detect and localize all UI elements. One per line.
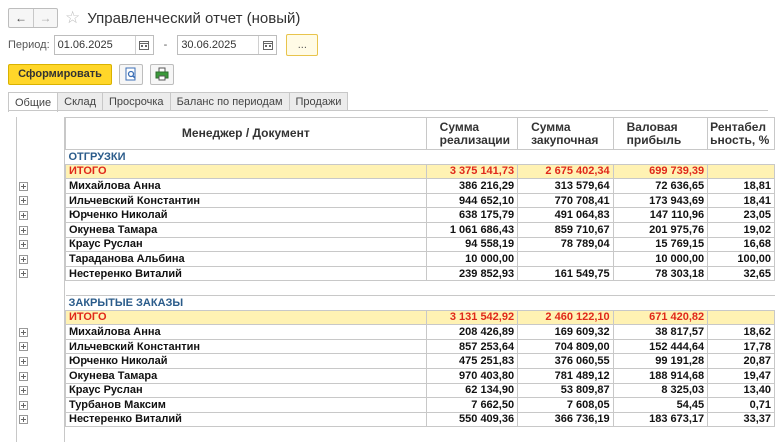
- cell-name: Краус Руслан: [66, 237, 427, 252]
- period-to-calendar-button[interactable]: [258, 36, 276, 54]
- cell-profitability: [708, 310, 775, 325]
- cell-purchase: 859 710,67: [518, 222, 614, 237]
- cell-profit: 699 739,39: [613, 164, 708, 179]
- section-header-row: [66, 295, 775, 310]
- column-header-line: ьность, %: [710, 132, 770, 147]
- cell-profit: 173 943,69: [613, 193, 708, 208]
- table-row[interactable]: [66, 237, 775, 252]
- plus-square-icon[interactable]: [19, 401, 28, 410]
- column-header-line: прибыль: [626, 132, 682, 147]
- table-row[interactable]: [66, 208, 775, 223]
- table-row[interactable]: [66, 179, 775, 194]
- cell-name: Краус Руслан: [66, 383, 427, 398]
- calendar-icon: [139, 40, 149, 50]
- table-row[interactable]: [66, 266, 775, 281]
- plus-square-icon[interactable]: [19, 211, 28, 220]
- period-to-input[interactable]: [178, 36, 258, 54]
- cell-sales: 208 426,89: [426, 325, 517, 340]
- generate-report-button[interactable]: Сформировать: [8, 64, 112, 85]
- cell-sales: 970 403,80: [426, 368, 517, 383]
- cell-sales: 386 216,29: [426, 179, 517, 194]
- cell-profit: 8 325,03: [613, 383, 708, 398]
- plus-square-icon[interactable]: [19, 372, 28, 381]
- cell-profitability: 0,71: [708, 398, 775, 413]
- cell-purchase: 366 736,19: [518, 412, 614, 427]
- cell-profit: 188 914,68: [613, 368, 708, 383]
- cell-profit: 201 975,76: [613, 222, 708, 237]
- section-header-row: [66, 150, 775, 165]
- cell-name: Михайлова Анна: [66, 179, 427, 194]
- column-header-line: реализации: [439, 132, 510, 147]
- cell-profitability: 20,87: [708, 354, 775, 369]
- column-header-sales-amount[interactable]: [426, 118, 517, 150]
- column-header-line: Валовая: [626, 119, 678, 134]
- cell-profit: 183 673,17: [613, 412, 708, 427]
- cell-purchase: 2 460 122,10: [518, 310, 614, 325]
- plus-square-icon[interactable]: [19, 182, 28, 191]
- plus-square-icon[interactable]: [19, 255, 28, 264]
- row-grouping-gutter: [17, 117, 65, 442]
- table-row[interactable]: [66, 412, 775, 427]
- cell-sales: 239 852,93: [426, 266, 517, 281]
- cell-sales: 62 134,90: [426, 383, 517, 398]
- cell-sales: 944 652,10: [426, 193, 517, 208]
- cell-profitability: 33,37: [708, 412, 775, 427]
- table-row[interactable]: [66, 354, 775, 369]
- cell-name: Ильчевский Константин: [66, 339, 427, 354]
- spacer-row: [66, 281, 775, 296]
- plus-square-icon[interactable]: [19, 328, 28, 337]
- cell-sales: 550 409,36: [426, 412, 517, 427]
- cell-purchase: 7 608,05: [518, 398, 614, 413]
- cell-profitability: 18,81: [708, 179, 775, 194]
- tabs-divider: [8, 110, 768, 111]
- table-row[interactable]: [66, 193, 775, 208]
- cell-name: Турбанов Максим: [66, 398, 427, 413]
- period-row: [8, 34, 318, 56]
- title-bar: [8, 7, 300, 29]
- table-row[interactable]: [66, 222, 775, 237]
- star-icon[interactable]: ☆: [65, 8, 81, 27]
- column-header-gross-profit[interactable]: [613, 118, 708, 150]
- cell-purchase: 53 809,87: [518, 383, 614, 398]
- cell-profitability: 13,40: [708, 383, 775, 398]
- preview-button[interactable]: [119, 64, 143, 85]
- cell-profit: 38 817,57: [613, 325, 708, 340]
- cell-profitability: 19,02: [708, 222, 775, 237]
- plus-square-icon[interactable]: [19, 342, 28, 351]
- arrow-left-icon: ←: [15, 11, 27, 25]
- cell-name: Нестеренко Виталий: [66, 412, 427, 427]
- period-from-field: [54, 35, 154, 55]
- total-row: [66, 164, 775, 179]
- cell-name: Юрченко Николай: [66, 208, 427, 223]
- cell-purchase: 770 708,41: [518, 193, 614, 208]
- cell-name: Окунева Тамара: [66, 222, 427, 237]
- forward-button[interactable]: [33, 9, 57, 27]
- cell-profit: 15 769,15: [613, 237, 708, 252]
- period-label: Период:: [8, 39, 50, 51]
- print-button[interactable]: [150, 64, 174, 85]
- cell-name: Окунева Тамара: [66, 368, 427, 383]
- column-header-profitability[interactable]: [708, 118, 775, 150]
- cell-profit: 671 420,82: [613, 310, 708, 325]
- period-from-input[interactable]: [55, 36, 135, 54]
- cell-profitability: 17,78: [708, 339, 775, 354]
- plus-square-icon[interactable]: [19, 240, 28, 249]
- column-header-manager[interactable]: Менеджер / Документ: [66, 118, 427, 150]
- cell-sales: 94 558,19: [426, 237, 517, 252]
- cell-name: Михайлова Анна: [66, 325, 427, 340]
- table-row[interactable]: [66, 325, 775, 340]
- cell-profit: 147 110,96: [613, 208, 708, 223]
- cell-name: Тараданова Альбина: [66, 252, 427, 267]
- period-select-button[interactable]: ...: [286, 34, 318, 56]
- cell-profitability: [708, 164, 775, 179]
- nav-buttons: [8, 8, 58, 28]
- cell-purchase: 2 675 402,34: [518, 164, 614, 179]
- column-header-line: закупочная: [531, 132, 599, 147]
- plus-square-icon[interactable]: [19, 415, 28, 424]
- calendar-icon: [263, 40, 273, 50]
- column-header-line: Сумма: [439, 119, 480, 134]
- period-from-calendar-button[interactable]: [135, 36, 153, 54]
- cell-profitability: 18,62: [708, 325, 775, 340]
- action-row: [8, 63, 174, 85]
- cell-purchase: 78 789,04: [518, 237, 614, 252]
- tab-sales[interactable]: Продажи: [289, 92, 349, 111]
- cell-name: ИТОГО: [66, 310, 427, 325]
- cell-sales: 7 662,50: [426, 398, 517, 413]
- tab-balance-by-period[interactable]: Баланс по периодам: [170, 92, 290, 111]
- document-search-icon: [124, 67, 138, 81]
- cell-sales: 10 000,00: [426, 252, 517, 267]
- report-table: [65, 117, 775, 427]
- plus-square-icon[interactable]: [19, 357, 28, 366]
- cell-purchase: 161 549,75: [518, 266, 614, 281]
- cell-sales: 1 061 686,43: [426, 222, 517, 237]
- plus-square-icon[interactable]: [19, 386, 28, 395]
- column-header-purchase-amount[interactable]: [518, 118, 614, 150]
- cell-profit: 99 191,28: [613, 354, 708, 369]
- cell-profit: 54,45: [613, 398, 708, 413]
- cell-purchase: 313 579,64: [518, 179, 614, 194]
- total-row: [66, 310, 775, 325]
- cell-profit: 10 000,00: [613, 252, 708, 267]
- cell-sales: 3 131 542,92: [426, 310, 517, 325]
- cell-name: ИТОГО: [66, 164, 427, 179]
- section-title: ОТГРУЗКИ: [66, 150, 775, 165]
- report-tabs: [8, 92, 347, 111]
- back-button[interactable]: [9, 9, 33, 27]
- cell-purchase: 781 489,12: [518, 368, 614, 383]
- cell-profit: 78 303,18: [613, 266, 708, 281]
- cell-profitability: 32,65: [708, 266, 775, 281]
- report-grid[interactable]: [16, 117, 771, 442]
- cell-sales: 638 175,79: [426, 208, 517, 223]
- cell-purchase: 169 609,32: [518, 325, 614, 340]
- cell-profitability: 19,47: [708, 368, 775, 383]
- cell-sales: 3 375 141,73: [426, 164, 517, 179]
- cell-profitability: 23,05: [708, 208, 775, 223]
- cell-sales: 857 253,64: [426, 339, 517, 354]
- plus-square-icon[interactable]: [19, 269, 28, 278]
- table-row[interactable]: [66, 339, 775, 354]
- plus-square-icon[interactable]: [19, 196, 28, 205]
- cell-purchase: [518, 252, 614, 267]
- tab-warehouse[interactable]: Склад: [57, 92, 103, 111]
- column-header-line: Рентабел: [710, 119, 767, 134]
- cell-profit: 72 636,65: [613, 179, 708, 194]
- table-row[interactable]: [66, 383, 775, 398]
- column-header-line: Сумма: [531, 119, 571, 134]
- cell-profitability: 100,00: [708, 252, 775, 267]
- cell-name: Нестеренко Виталий: [66, 266, 427, 281]
- cell-purchase: 491 064,83: [518, 208, 614, 223]
- table-header-row: [66, 118, 775, 150]
- tab-general[interactable]: Общие: [8, 92, 58, 112]
- cell-sales: 475 251,83: [426, 354, 517, 369]
- table-row[interactable]: [66, 252, 775, 267]
- cell-purchase: 376 060,55: [518, 354, 614, 369]
- cell-profit: 152 444,64: [613, 339, 708, 354]
- table-row[interactable]: [66, 368, 775, 383]
- arrow-right-icon: →: [39, 11, 52, 25]
- plus-square-icon[interactable]: [19, 226, 28, 235]
- spacer-cell: [66, 281, 775, 296]
- cell-purchase: 704 809,00: [518, 339, 614, 354]
- section-title: ЗАКРЫТЫЕ ЗАКАЗЫ: [66, 295, 775, 310]
- cell-profitability: 18,41: [708, 193, 775, 208]
- cell-name: Юрченко Николай: [66, 354, 427, 369]
- cell-profitability: 16,68: [708, 237, 775, 252]
- cell-name: Ильчевский Константин: [66, 193, 427, 208]
- period-separator: -: [163, 39, 168, 51]
- table-row[interactable]: [66, 398, 775, 413]
- printer-icon: [155, 67, 169, 81]
- period-to-field: [177, 35, 277, 55]
- window-title: Управленческий отчет (новый): [87, 9, 301, 27]
- tab-overdue[interactable]: Просрочка: [102, 92, 171, 111]
